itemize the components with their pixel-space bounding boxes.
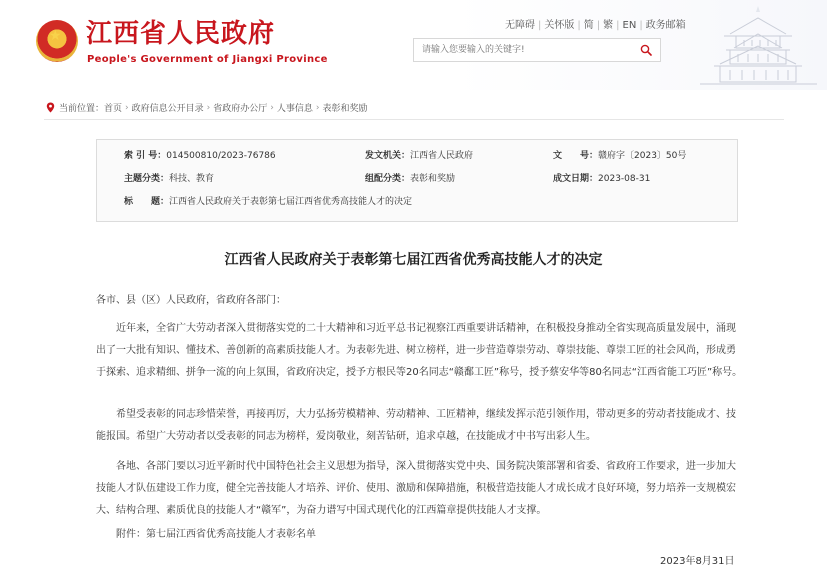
meta-docno-label: 文 号：: [553, 151, 599, 161]
article-paragraph-1: 近年来，全省广大劳动者深入贯彻落实党的二十大精神和习近平总书记视察江西重要讲话精神，在积极投身推动全省实现高质量发展中，涌现出了一大批有知识、懂技术、善创新的高素质技能人才。为表彰先进、树立榜样，进一步营造尊崇劳动、尊崇技能、尊崇工匠的社会风尚，形成勇于探索、追求精细、拼争一流的向上氛围，省政府决定，授予方根民等20名同志“赣鄱工匠”称号，授予蔡安华等80名同志“江西省能工巧匠”称号。: [96, 323, 743, 378]
meta-date: [553, 169, 650, 189]
link-separator: |: [616, 20, 620, 31]
meta-title: [124, 192, 412, 212]
accessibility-link[interactable]: 无障碍: [505, 20, 535, 31]
search-input[interactable]: [414, 39, 634, 61]
site-subtitle: People's Government of Jiangxi Province: [87, 54, 328, 65]
search-box: [413, 38, 661, 62]
breadcrumb-home[interactable]: 首页: [104, 104, 123, 114]
national-emblem-icon: [36, 20, 78, 62]
meta-row: [97, 146, 737, 166]
meta-genre: [365, 169, 455, 189]
meta-date-label: 成文日期：: [553, 174, 599, 184]
breadcrumb-gov-info[interactable]: 政府信息公开目录: [131, 104, 204, 114]
meta-issuer-label: 发文机关：: [365, 151, 411, 161]
chevron-right-icon: ›: [270, 102, 274, 113]
care-mode-link[interactable]: 关怀版: [544, 20, 575, 31]
link-separator: |: [639, 20, 643, 31]
search-icon: [640, 44, 652, 56]
traditional-chinese-link[interactable]: 繁: [603, 20, 614, 31]
meta-index-label: 索 引 号：: [124, 151, 167, 161]
tengwang-pavilion-illustration: [690, 4, 827, 90]
meta-title-label: 标 题：: [124, 197, 170, 207]
breadcrumb-personnel[interactable]: 人事信息: [276, 104, 313, 114]
top-links: [505, 16, 686, 31]
article-salutation: 各市、县（区）人民政府，省政府各部门：: [96, 295, 286, 306]
meta-index-value: 014500810/2023-76786: [166, 151, 276, 161]
breadcrumb-awards[interactable]: 表彰和奖励: [322, 104, 368, 114]
document-metadata: [96, 139, 738, 222]
article-paragraph-3: 各地、各部门要以习近平新时代中国特色社会主义思想为指导，深入贯彻落实党中央、国务院决策部署和省委、省政府工作要求，进一步加大技能人才队伍建设工作力度，健全完善技能人才培养、评价、使用、激励和保障措施，积极营造技能人才成长成才良好环境，努力培养一支规模宏大、结构合理、素质优良的技能人才“赣军”，为奋力谱写中国式现代化的江西篇章提供技能人才支撑。: [96, 461, 736, 516]
meta-topic-value: 科技、教育: [169, 174, 215, 184]
attachment-link[interactable]: 附件：第七届江西省优秀高技能人才表彰名单: [116, 529, 316, 540]
meta-row: [97, 169, 737, 189]
breadcrumb: [46, 101, 368, 114]
english-link[interactable]: EN: [622, 20, 637, 31]
search-button[interactable]: [634, 39, 658, 61]
article-date: 2023年8月31日: [660, 556, 735, 567]
breadcrumb-divider: [44, 119, 784, 120]
emblem-star-icon: ★: [49, 28, 62, 44]
article-paragraph-2: 希望受表彰的同志珍惜荣誉，再接再厉，大力弘扬劳模精神、劳动精神、工匠精神，继续发挥示范引领作用，带动更多的劳动者技能成才、技能报国。希望广大劳动者以受表彰的同志为榜样，爱岗敬业，刻苦钻研，追求卓越，在技能成才中书写出彩人生。: [96, 409, 736, 442]
gov-mail-link[interactable]: 政务邮箱: [645, 20, 686, 31]
meta-docno: [553, 146, 686, 166]
meta-row: [97, 192, 737, 212]
location-pin-icon: [46, 102, 55, 113]
article-title: 江西省人民政府关于表彰第七届江西省优秀高技能人才的决定: [224, 252, 603, 268]
simplified-chinese-link[interactable]: 简: [583, 20, 594, 31]
meta-title-value: 江西省人民政府关于表彰第七届江西省优秀高技能人才的决定: [169, 197, 413, 207]
chevron-right-icon: ›: [315, 102, 320, 113]
meta-topic: [124, 169, 214, 189]
meta-issuer-value: 江西省人民政府: [410, 151, 474, 161]
meta-genre-label: 组配分类：: [365, 174, 411, 184]
link-separator: |: [596, 20, 601, 31]
meta-date-value: 2023-08-31: [598, 174, 651, 184]
site-title[interactable]: 江西省人民政府: [86, 19, 276, 49]
meta-genre-value: 表彰和奖励: [410, 174, 456, 184]
meta-topic-label: 主题分类：: [124, 174, 170, 184]
link-separator: |: [538, 20, 542, 31]
meta-issuer: [365, 146, 473, 166]
meta-docno-value: 赣府字〔2023〕50号: [598, 151, 687, 161]
meta-index: [124, 146, 276, 166]
chevron-right-icon: ›: [125, 102, 129, 113]
chevron-right-icon: ›: [206, 102, 211, 113]
breadcrumb-general-office[interactable]: 省政府办公厅: [213, 104, 268, 114]
link-separator: |: [577, 20, 581, 31]
breadcrumb-label: 当前位置：: [59, 104, 105, 114]
site-header: [0, 0, 827, 90]
